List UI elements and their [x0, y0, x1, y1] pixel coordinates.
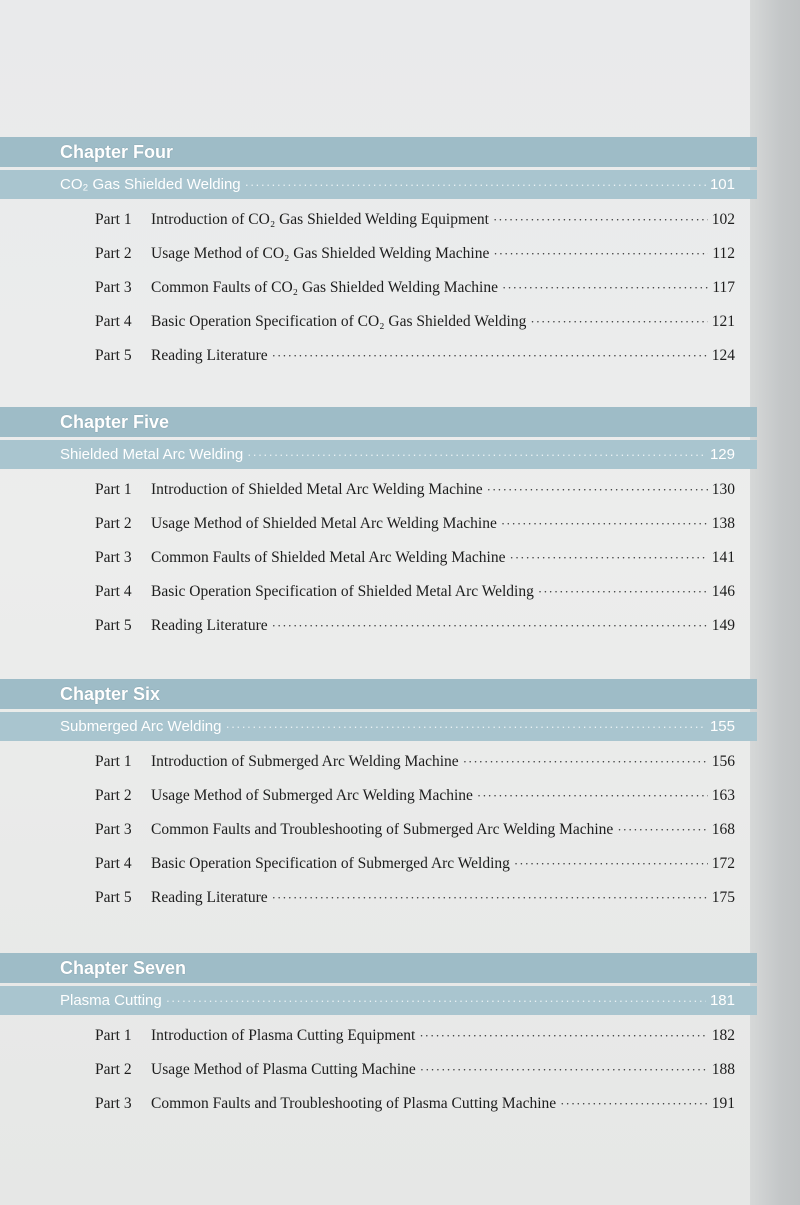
- part-label: Part 4: [95, 583, 132, 600]
- part-page-number: 156: [711, 753, 735, 770]
- leader-dots: [166, 986, 706, 1015]
- part-label: Part 4: [95, 313, 132, 330]
- chapter-page-number: 155: [709, 718, 735, 735]
- part-title: Basic Operation Specification of Submerged Arc Welding: [151, 855, 510, 872]
- toc-entry[interactable]: [0, 575, 735, 609]
- part-page-number: 172: [711, 855, 735, 872]
- part-label: Part 3: [95, 1095, 132, 1112]
- part-label: Part 5: [95, 347, 132, 364]
- toc-entry[interactable]: [0, 881, 735, 915]
- chapter-five: [0, 407, 760, 643]
- part-title: Reading Literature: [151, 347, 268, 364]
- part-page-number: 130: [711, 481, 735, 498]
- toc-entry[interactable]: [0, 541, 735, 575]
- part-label: Part 1: [95, 1027, 132, 1044]
- part-title: Common Faults of CO₂ Gas Shielded Welding Machine: [151, 279, 498, 296]
- part-label: Part 2: [95, 1061, 132, 1078]
- toc-entry[interactable]: [0, 237, 735, 271]
- part-label: Part 2: [95, 515, 132, 532]
- part-title: Introduction of Submerged Arc Welding Machine: [151, 753, 459, 770]
- part-page-number: 141: [711, 549, 735, 566]
- chapter-seven: [0, 953, 760, 1121]
- part-page-number: 138: [711, 515, 735, 532]
- toc-entry[interactable]: [0, 609, 735, 643]
- part-title: Common Faults and Troubleshooting of Submerged Arc Welding Machine: [151, 821, 614, 838]
- part-title: Usage Method of Shielded Metal Arc Welding Machine: [151, 515, 497, 532]
- part-title: Common Faults of Shielded Metal Arc Welding Machine: [151, 549, 506, 566]
- parts-list: [0, 203, 760, 373]
- part-label: Part 1: [95, 481, 132, 498]
- leader-dots: [493, 246, 708, 262]
- leader-dots: [510, 550, 708, 566]
- chapter-subtitle-row[interactable]: [0, 712, 757, 741]
- leader-dots: [501, 516, 708, 532]
- part-title: Basic Operation Specification of CO₂ Gas Shielded Welding: [151, 313, 527, 330]
- leader-dots: [419, 1028, 707, 1044]
- leader-dots: [272, 618, 708, 634]
- parts-list: [0, 1019, 760, 1121]
- part-title: Usage Method of Plasma Cutting Machine: [151, 1061, 416, 1078]
- leader-dots: [477, 788, 708, 804]
- chapter-four: [0, 137, 760, 373]
- leader-dots: [272, 890, 708, 906]
- part-label: Part 2: [95, 787, 132, 804]
- part-page-number: 149: [711, 617, 735, 634]
- chapter-subtitle: CO₂ Gas Shielded Welding: [60, 176, 241, 193]
- part-label: Part 3: [95, 821, 132, 838]
- chapter-subtitle-row[interactable]: [0, 986, 757, 1015]
- leader-dots: [272, 348, 708, 364]
- leader-dots: [530, 314, 707, 330]
- leader-dots: [560, 1096, 708, 1112]
- leader-dots: [247, 440, 706, 469]
- part-page-number: 188: [711, 1061, 735, 1078]
- leader-dots: [245, 170, 706, 199]
- part-title: Common Faults and Troubleshooting of Plasma Cutting Machine: [151, 1095, 557, 1112]
- part-title: Usage Method of Submerged Arc Welding Machine: [151, 787, 473, 804]
- chapter-subtitle: Shielded Metal Arc Welding: [60, 446, 244, 463]
- chapter-subtitle: Submerged Arc Welding: [60, 718, 222, 735]
- part-page-number: 102: [711, 211, 735, 228]
- part-label: Part 1: [95, 211, 132, 228]
- parts-list: [0, 473, 760, 643]
- part-page-number: 168: [711, 821, 735, 838]
- parts-list: [0, 745, 760, 915]
- chapter-subtitle-row[interactable]: [0, 440, 757, 469]
- part-title: Introduction of CO₂ Gas Shielded Welding Equipment: [151, 211, 489, 228]
- chapter-title: Chapter Seven: [0, 953, 757, 983]
- part-title: Reading Literature: [151, 889, 268, 906]
- chapter-page-number: 181: [709, 992, 735, 1009]
- part-title: Introduction of Shielded Metal Arc Welding Machine: [151, 481, 483, 498]
- toc-entry[interactable]: [0, 271, 735, 305]
- chapter-title: Chapter Four: [0, 137, 757, 167]
- part-label: Part 5: [95, 889, 132, 906]
- part-page-number: 121: [711, 313, 735, 330]
- leader-dots: [487, 482, 708, 498]
- toc-entry[interactable]: [0, 1019, 735, 1053]
- part-title: Introduction of Plasma Cutting Equipment: [151, 1027, 416, 1044]
- toc-entry[interactable]: [0, 339, 735, 373]
- part-label: Part 3: [95, 279, 132, 296]
- leader-dots: [493, 212, 708, 228]
- part-title: Basic Operation Specification of Shielded Metal Arc Welding: [151, 583, 534, 600]
- toc-entry[interactable]: [0, 813, 735, 847]
- part-title: Reading Literature: [151, 617, 268, 634]
- part-page-number: 112: [712, 245, 735, 262]
- chapter-page-number: 101: [709, 176, 735, 193]
- leader-dots: [617, 822, 707, 838]
- part-label: Part 4: [95, 855, 132, 872]
- chapter-six: [0, 679, 760, 915]
- part-label: Part 3: [95, 549, 132, 566]
- chapter-page-number: 129: [709, 446, 735, 463]
- toc-entry[interactable]: [0, 847, 735, 881]
- chapter-subtitle-row[interactable]: [0, 170, 757, 199]
- toc-entry[interactable]: [0, 779, 735, 813]
- leader-dots: [225, 712, 705, 741]
- toc-entry[interactable]: [0, 745, 735, 779]
- part-page-number: 163: [711, 787, 735, 804]
- part-page-number: 175: [711, 889, 735, 906]
- part-page-number: 191: [711, 1095, 735, 1112]
- part-label: Part 1: [95, 753, 132, 770]
- part-label: Part 2: [95, 245, 132, 262]
- toc-entry[interactable]: [0, 203, 735, 237]
- leader-dots: [420, 1062, 708, 1078]
- part-page-number: 124: [711, 347, 735, 364]
- part-title: Usage Method of CO₂ Gas Shielded Welding Machine: [151, 245, 490, 262]
- toc-entry[interactable]: [0, 305, 735, 339]
- leader-dots: [502, 280, 708, 296]
- part-page-number: 117: [712, 279, 735, 296]
- leader-dots: [538, 584, 708, 600]
- part-page-number: 146: [711, 583, 735, 600]
- chapter-title: Chapter Five: [0, 407, 757, 437]
- toc-entry[interactable]: [0, 473, 735, 507]
- toc-entry[interactable]: [0, 1087, 735, 1121]
- chapter-title: Chapter Six: [0, 679, 757, 709]
- chapter-subtitle: Plasma Cutting: [60, 992, 162, 1009]
- part-label: Part 5: [95, 617, 132, 634]
- leader-dots: [514, 856, 708, 872]
- toc-entry[interactable]: [0, 507, 735, 541]
- part-page-number: 182: [711, 1027, 735, 1044]
- leader-dots: [463, 754, 708, 770]
- toc-entry[interactable]: [0, 1053, 735, 1087]
